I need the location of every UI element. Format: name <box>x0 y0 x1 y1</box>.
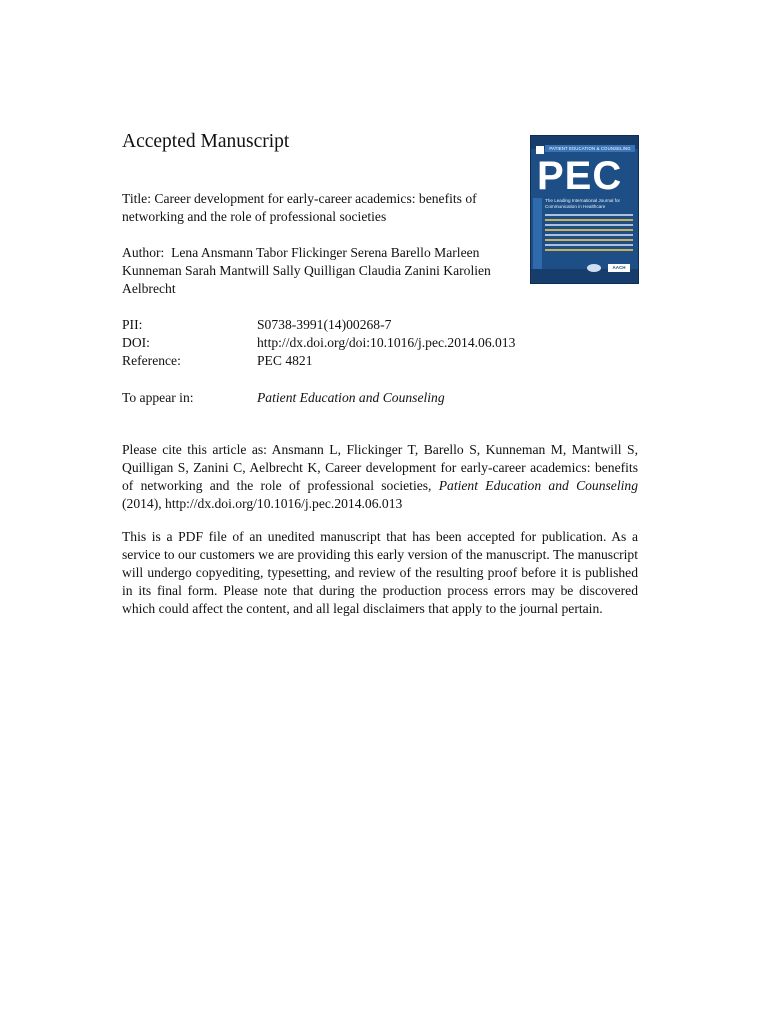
meta-key: Reference: <box>122 353 181 368</box>
meta-value: PEC 4821 <box>257 353 313 368</box>
title-label: Title: <box>122 191 151 206</box>
appear-key: To appear in: <box>122 390 194 405</box>
journal-cover-image <box>530 135 639 284</box>
cover-society-logo-icon <box>587 264 601 272</box>
cover-side-strip <box>533 198 542 270</box>
doi-link[interactable]: http://dx.doi.org/doi:10.1016/j.pec.2014.06.013 <box>257 335 516 350</box>
cover-banner: PATIENT EDUCATION & COUNSELING <box>545 145 635 152</box>
meta-key: PII: <box>122 317 143 332</box>
cover-logo: PEC <box>537 154 623 198</box>
meta-value: S0738-3991(14)00268-7 <box>257 317 392 332</box>
disclaimer-paragraph: This is a PDF file of an unedited manuscript that has been accepted for publication. As a service to our customers we are providing this early version of the manuscript. The manuscript will undergo copyediting, typesetting, and review of the resulting proof before it is published in its final form. Please note that during the production process errors may be discovered which could affect the content, and all legal disclaimers that apply to the journal pertain. <box>122 529 638 616</box>
article-title: Career development for early-career academics: benefits of networking and the role of professional societies <box>122 191 477 224</box>
citation-paragraph <box>122 441 638 513</box>
citation-text: Please cite this article as: Ansmann L, Flickinger T, Barello S, Kunneman M, Mantwill S, Quilligan S, Zanini C, Aelbrecht K, Career development for early-career academics: benefits of networking and the role of professional societies, <box>122 442 638 493</box>
cover-subtitle: The Leading International Journal for Communication in Healthcare <box>545 198 621 209</box>
meta-key: DOI: <box>122 335 150 350</box>
article-title-block <box>122 190 507 225</box>
author-label: Author: <box>122 245 165 260</box>
citation-journal: Patient Education and Counseling <box>438 478 638 493</box>
author-block <box>122 244 507 298</box>
author-list: Lena Ansmann Tabor Flickinger Serena Barello Marleen Kunneman Sarah Mantwill Sally Quilligan Claudia Zanini Karolien Aelbrecht <box>122 245 491 296</box>
citation-doi[interactable]: (2014), http://dx.doi.org/10.1016/j.pec.2014.06.013 <box>122 496 403 511</box>
journal-name: Patient Education and Counseling <box>257 390 445 405</box>
cover-badge: AACH <box>608 264 630 272</box>
page-heading: Accepted Manuscript <box>122 131 290 152</box>
cover-contents-lines <box>545 214 633 254</box>
cover-mini-logo-icon <box>536 146 544 154</box>
